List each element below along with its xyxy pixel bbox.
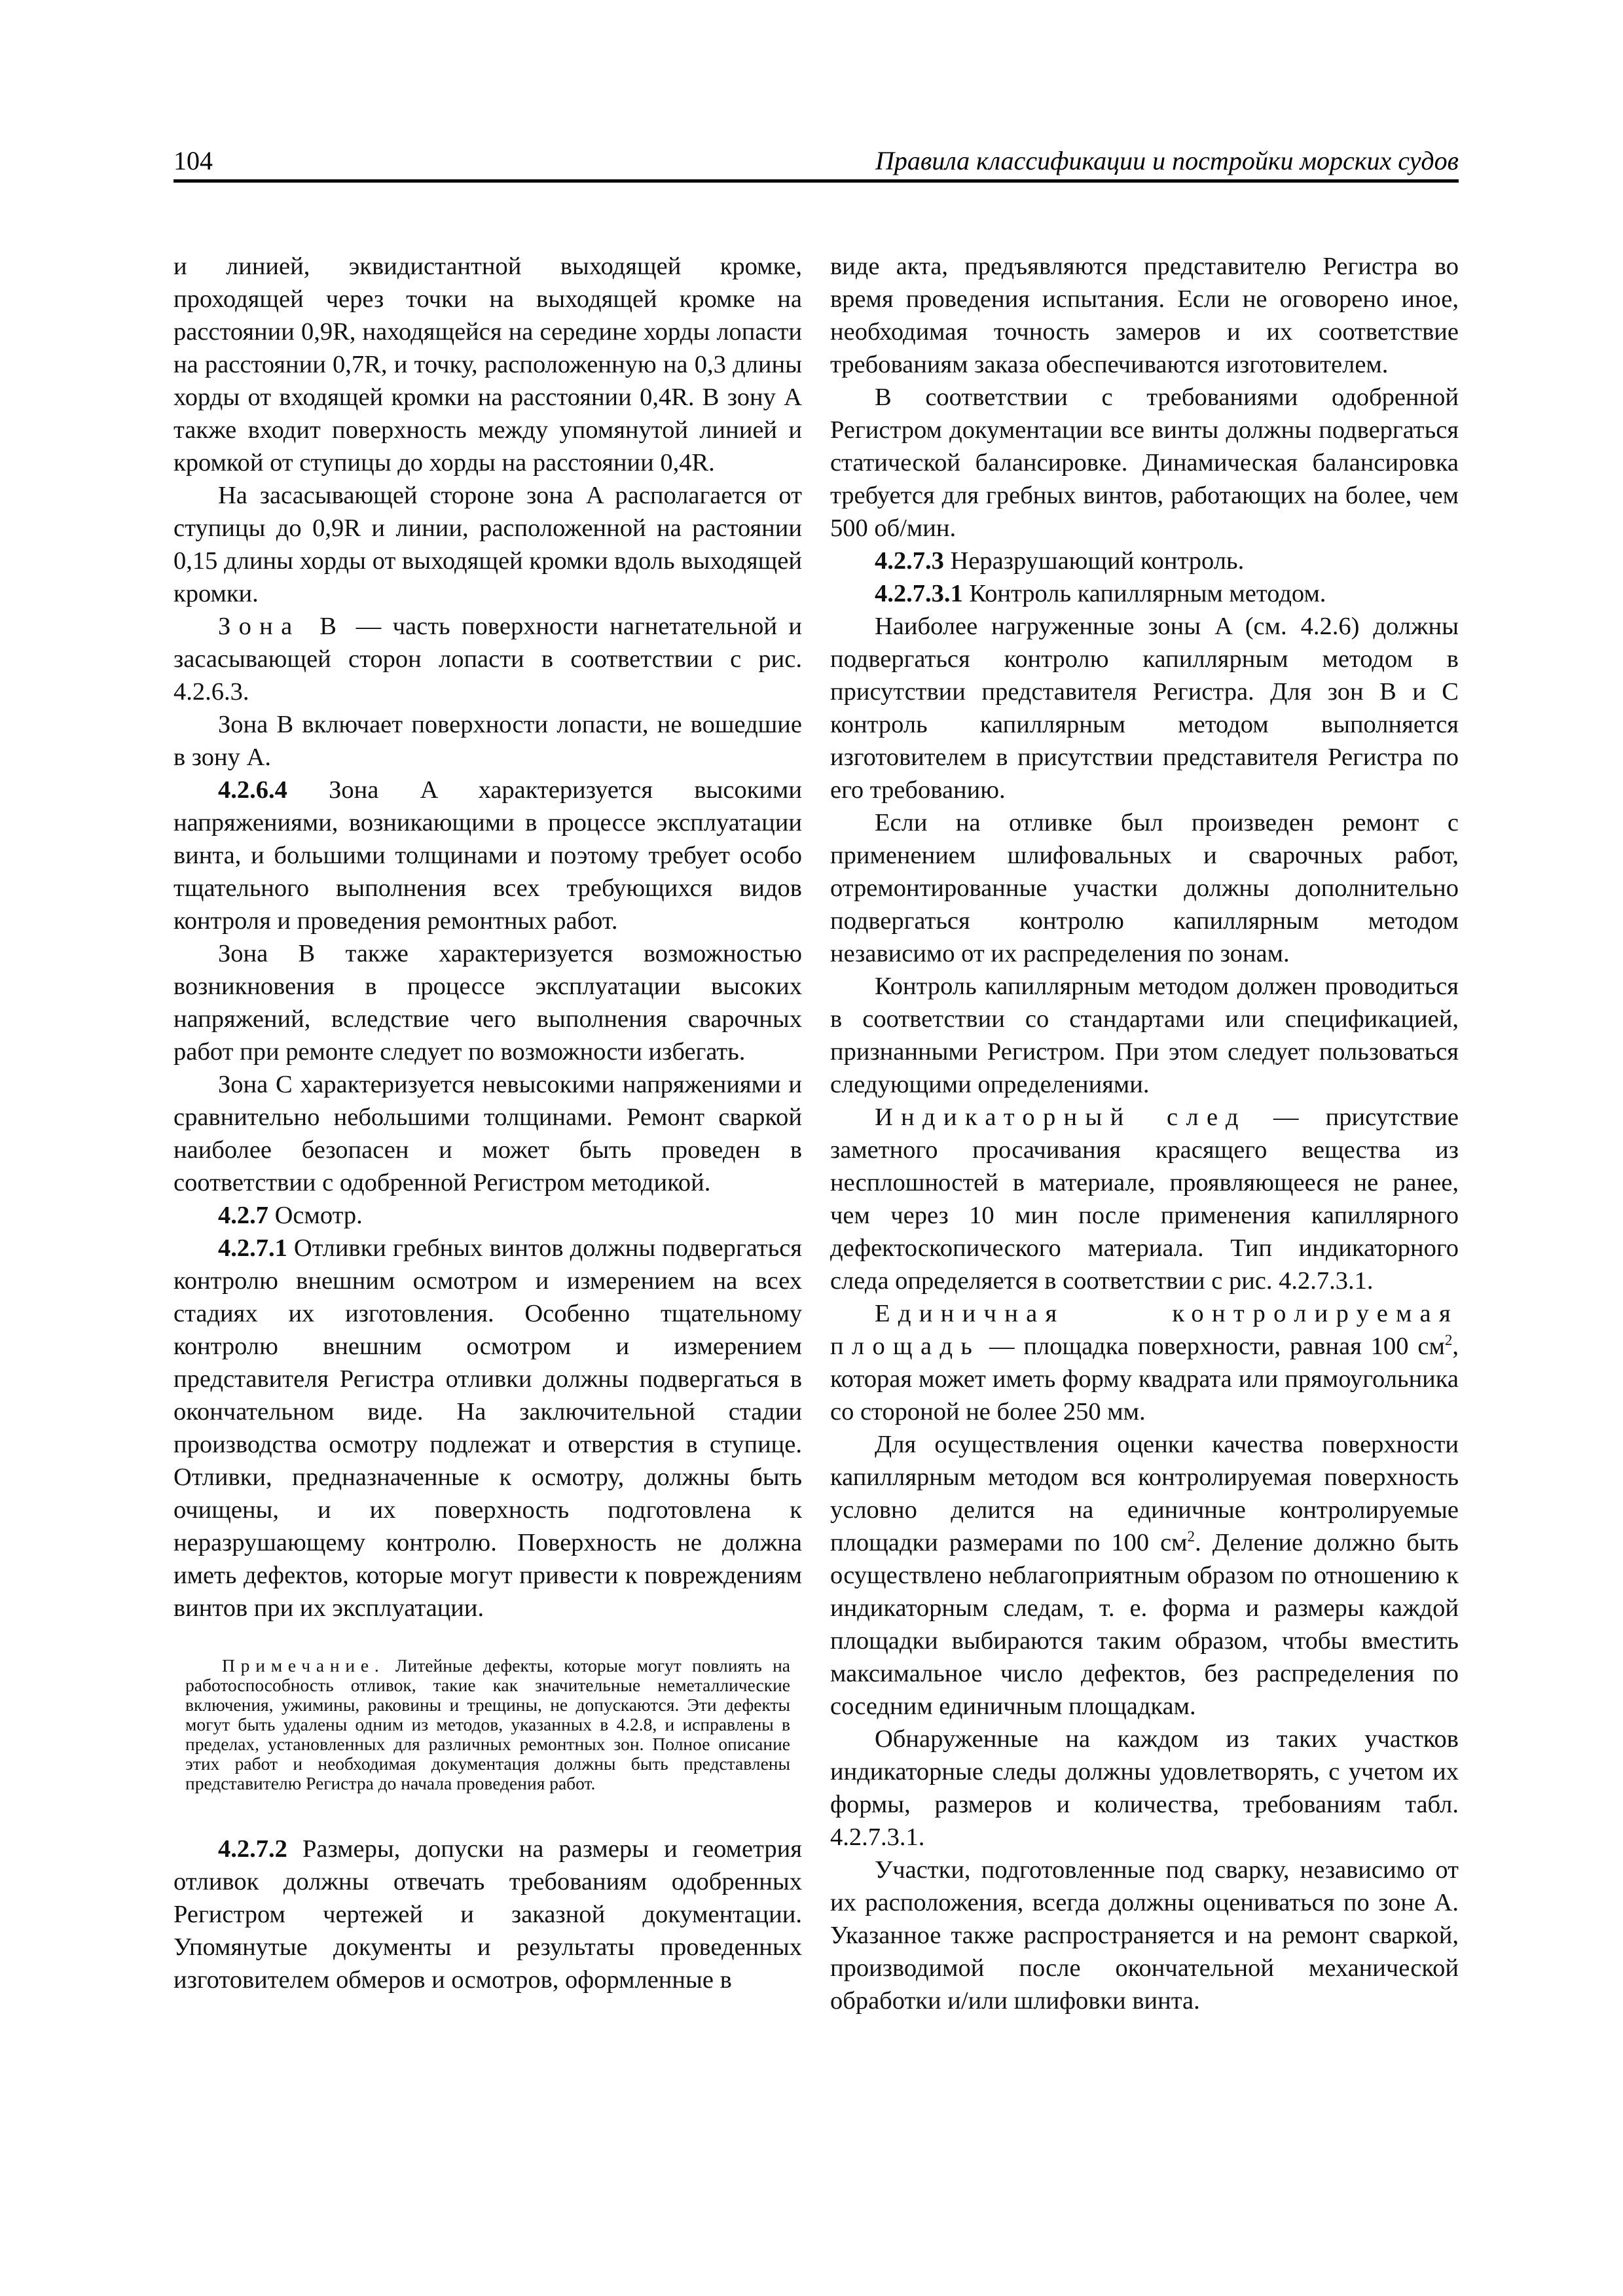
definition-text: — часть поверхности нагнетательной и засасывающей сторон лопасти в соответствии с рис. 4.2.6.3. <box>173 613 802 706</box>
section-title: Осмотр. <box>268 1202 363 1229</box>
section-title: Неразрушающий контроль. <box>943 547 1245 575</box>
paragraph <box>173 1833 802 1996</box>
section-number: 4.2.7.3 <box>875 547 944 575</box>
section-heading <box>830 545 1459 577</box>
section-number: 4.2.7 <box>218 1202 268 1229</box>
paragraph: Участки, подготовленные под сварку, независимо от их расположения, всегда должны оцениваться по зоне A. Указанное также распространяется и на ремонт сваркой, производимой после окончательной механической обработки и/или шлифовки винта. <box>830 1856 1459 2015</box>
paragraph-text: . Деление должно быть осуществлено неблагоприятным образом по отношению к индикаторным следам, т. е. форма и размеры каждой площадки выбираются таким образом, чтобы вместить максимальное число дефектов, без распределения по соседним единичным площадкам. <box>830 1529 1459 1720</box>
paragraph-text: Для осуществления оценки качества поверхности капиллярным методом вся контролируемая поверхность условно делится на единичные контролируемые площадки размерами по 100 см <box>830 1431 1459 1556</box>
definition-text: — площадка поверхности, равная 100 см <box>980 1333 1445 1360</box>
paragraph <box>173 610 802 708</box>
paragraph: Зона B также характеризуется возможностью возникновения в процессе эксплуатации высоких напряжений, вследствие чего выполнения сварочных работ при ремонте следует по возможности избегать. <box>173 940 802 1066</box>
paragraph: и линией, эквидистантной выходящей кромке, проходящей через точки на выходящей кромке на расстоянии 0,9R, находящейся на середине хорды лопасти на расстоянии 0,7R, и точку, расположенную на 0,3 длины хорды от входящей кромки на расстоянии 0,4R. В зону A также входит поверхность между упомянутой линией и кромкой от ступицы до хорды на расстоянии 0,4R. <box>173 253 802 476</box>
paragraph <box>173 1232 802 1624</box>
paragraph: Обнаруженные на каждом из таких участков индикаторные следы должны удовлетворять, с учетом их формы, размеров и количества, требованиям табл. 4.2.7.3.1. <box>830 1725 1459 1851</box>
paragraph <box>173 774 802 937</box>
paragraph: Зона B включает поверхности лопасти, не вошедшие в зону A. <box>173 711 802 771</box>
definition-text: , которая может иметь форму квадрата или прямоугольника со стороной не более 250 мм. <box>830 1333 1459 1426</box>
left-column <box>173 250 802 1996</box>
section-text: Зона A характеризуется высокими напряжениями, возникающими в процессе эксплуатации винта, и большими толщинами и поэтому требует особо тщательного выполнения всех требующихся видов контроля и проведения ремонтных работ. <box>173 776 802 935</box>
section-heading <box>830 577 1459 610</box>
superscript: 2 <box>1444 1331 1453 1349</box>
term: Единичная контролируемая площадь <box>830 1300 1459 1360</box>
section-text: Размеры, допуски на размеры и геометрия отливок должны отвечать требованиям одобренных Регистром чертежей и заказной документации. Упомянутые документы и результаты проведенных изготовителем обмеров и осмотров, оформленные в <box>173 1835 802 1994</box>
section-number: 4.2.6.4 <box>218 776 287 804</box>
section-text: Отливки гребных винтов должны подвергаться контролю внешним осмотром и измерением на всех стадиях их изготовления. Особенно тщательному контролю внешним осмотром и измерением представителя Регистра отливки должны подвергаться в окончательном виде. На заключительной стадии производства осмотру подлежат и отверстия в ступице. Отливки, предназначенные к осмотру, должны быть очищены, и их поверхность подготовлена к неразрушающему контролю. Поверхность не должна иметь дефектов, которые могут привести к повреждениям винтов при их эксплуатации. <box>173 1234 802 1622</box>
paragraph <box>830 1101 1459 1297</box>
page-header <box>173 145 1459 178</box>
section-heading <box>173 1199 802 1232</box>
paragraph: виде акта, предъявляются представителю Регистра во время проведения испытания. Если не оговорено иное, необходимая точность замеров и их соответствие требованиям заказа обеспечиваются изготовителем. <box>830 253 1459 378</box>
section-number: 4.2.7.2 <box>218 1835 287 1863</box>
note-text: Литейные дефекты, которые могут повлиять на работоспособность отливок, такие как значительные неметаллические включения, ужимины, раковины и трещины, не допускаются. Эти дефекты могут быть удалены одним из методов, указанных в 4.2.8, и исправлены в пределах, установленных для различных ремонтных зон. Полное описание этих работ и необходимая документация должны быть представлены представителю Регистра до начала проведения работ. <box>185 1655 790 1793</box>
page-number: 104 <box>173 146 213 175</box>
paragraph <box>830 1428 1459 1723</box>
definition-text: — присутствие заметного просачивания красящего вещества из несплошностей в материале, проявляющееся не ранее, чем через 10 мин после применения капиллярного дефектоскопического материала. Тип индикаторного следа определяется в соответствии с рис. 4.2.7.3.1. <box>830 1103 1459 1295</box>
term: Индикаторный след <box>875 1103 1247 1131</box>
paragraph: Зона C характеризуется невысокими напряжениями и сравнительно небольшими толщинами. Ремонт сваркой наиболее безопасен и может быть проведен в соответствии с одобренной Регистром методикой. <box>173 1071 802 1196</box>
section-title: Контроль капиллярным методом. <box>962 580 1326 607</box>
paragraph: Если на отливке был произведен ремонт с применением шлифовальных и сварочных работ, отремонтированные участки должны дополнительно подвергаться контролю капиллярным методом независимо от их распределения по зонам. <box>830 809 1459 967</box>
superscript: 2 <box>1187 1528 1195 1545</box>
paragraph: На засасывающей стороне зона A располагается от ступицы до 0,9R и линии, расположенной на растоянии 0,15 длины хорды от выходящей кромки вдоль выходящей кромки. <box>173 482 802 607</box>
running-title: Правила классификации и постройки морских судов <box>875 146 1459 175</box>
paragraph: В соответствии с требованиями одобренной Регистром документации все винты должны подвергаться статической балансировке. Динамическая балансировка требуется для гребных винтов, работающих на более, чем 500 об/мин. <box>830 384 1459 542</box>
paragraph: Наиболее нагруженные зоны A (см. 4.2.6) должны подвергаться контролю капиллярным методом в присутствии представителя Регистра. Для зон B и C контроль капиллярным методом выполняется изготовителем в присутствии представителя Регистра по его требованию. <box>830 613 1459 804</box>
paragraph <box>830 1297 1459 1428</box>
section-number: 4.2.7.3.1 <box>875 580 963 607</box>
note <box>173 1656 802 1793</box>
term: Зона B <box>218 613 345 640</box>
section-number: 4.2.7.1 <box>218 1234 287 1262</box>
header-rule <box>173 179 1459 183</box>
right-column <box>830 250 1459 2017</box>
paragraph: Контроль капиллярным методом должен проводиться в соответствии со стандартами или спецификацией, признанными Регистром. При этом следует пользоваться следующими определениями. <box>830 973 1459 1098</box>
note-label: Примечание. <box>222 1655 385 1676</box>
